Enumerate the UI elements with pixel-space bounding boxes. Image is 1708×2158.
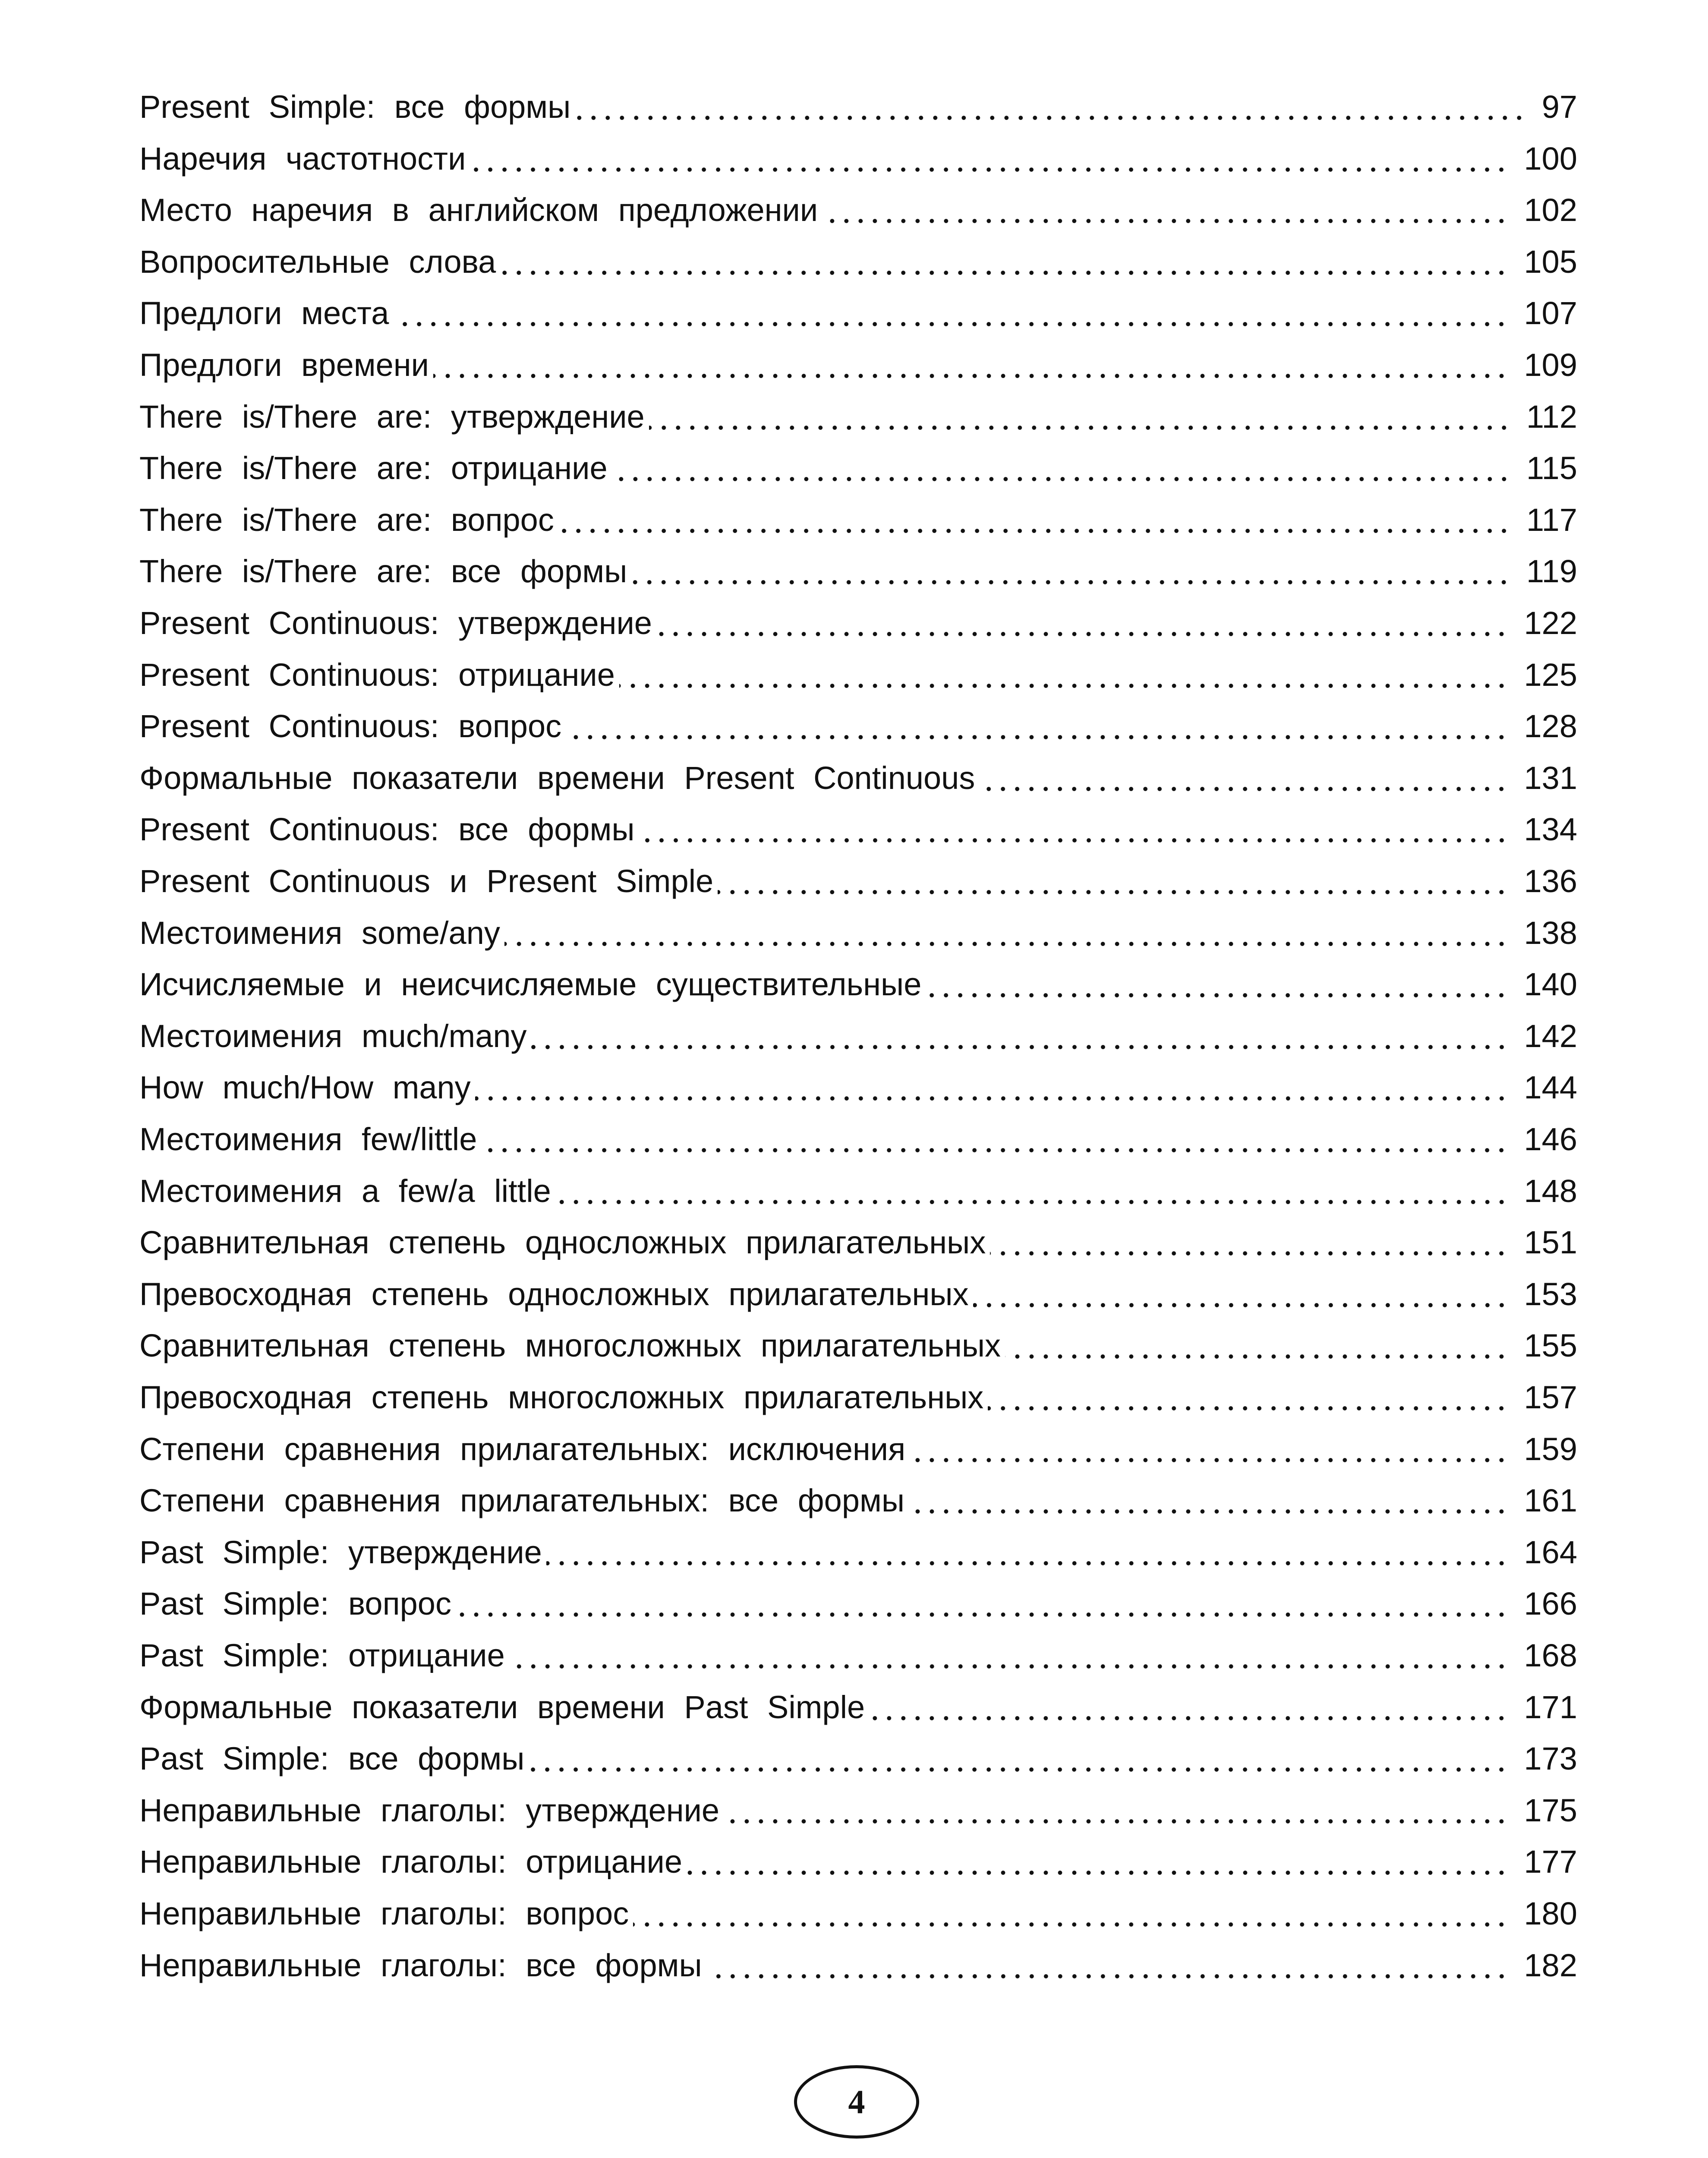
toc-entry-title: How much/How many xyxy=(139,1070,471,1105)
toc-entry[interactable] xyxy=(139,432,1577,484)
toc-entry-page: 153 xyxy=(1524,1276,1577,1312)
toc-dot-leader xyxy=(988,1406,1513,1411)
toc-entry[interactable] xyxy=(139,1930,1577,1981)
toc-entry[interactable] xyxy=(139,1362,1577,1413)
toc-entry-title: Место наречия в английском предложении xyxy=(139,192,818,228)
toc-dot-leader xyxy=(555,1199,1513,1205)
toc-dot-leader xyxy=(566,735,1513,740)
toc-entry[interactable] xyxy=(139,536,1577,587)
toc-entry-title: Present Continuous: вопрос xyxy=(139,708,562,744)
toc-entry[interactable] xyxy=(139,846,1577,897)
toc-entry-title: Формальные показатели времени Present Continuous xyxy=(139,760,975,796)
toc-entry-title: Неправильные глаголы: отрицание xyxy=(139,1844,683,1880)
toc-entry-page: 177 xyxy=(1524,1844,1577,1880)
toc-entry[interactable] xyxy=(139,949,1577,1000)
toc-entry-page: 182 xyxy=(1524,1947,1577,1983)
toc-dot-leader xyxy=(724,1819,1513,1824)
toc-entry-page: 148 xyxy=(1524,1173,1577,1209)
toc-dot-leader xyxy=(619,683,1513,688)
toc-dot-leader xyxy=(822,218,1513,224)
toc-dot-leader xyxy=(633,1922,1513,1927)
toc-entry-page: 146 xyxy=(1524,1121,1577,1157)
toc-dot-leader xyxy=(500,270,1513,275)
toc-entry[interactable] xyxy=(139,381,1577,433)
toc-entry[interactable] xyxy=(139,639,1577,691)
toc-entry-page: 136 xyxy=(1524,863,1577,899)
toc-entry-page: 138 xyxy=(1524,915,1577,951)
toc-dot-leader xyxy=(558,528,1515,533)
toc-entry-page: 125 xyxy=(1524,657,1577,693)
toc-entry[interactable] xyxy=(139,1620,1577,1672)
toc-entry[interactable] xyxy=(139,226,1577,278)
toc-entry-title: Past Simple: вопрос xyxy=(139,1586,451,1622)
toc-entry-title: There is/There are: отрицание xyxy=(139,450,608,486)
toc-entry[interactable] xyxy=(139,691,1577,742)
toc-entry[interactable] xyxy=(139,123,1577,175)
toc-entry-page: 164 xyxy=(1524,1534,1577,1570)
toc-entry-page: 166 xyxy=(1524,1586,1577,1622)
toc-entry-title: Степени сравнения прилагательных: все формы xyxy=(139,1483,905,1518)
toc-entry-title: Present Simple: все формы xyxy=(139,89,571,125)
toc-dot-leader xyxy=(1005,1354,1513,1359)
toc-entry[interactable] xyxy=(139,1878,1577,1930)
toc-entry-title: There is/There are: вопрос xyxy=(139,502,554,538)
page-number: 4 xyxy=(848,2083,865,2120)
toc-entry-title: Местоимения few/little xyxy=(139,1121,477,1157)
toc-entry-title: Наречия частотности xyxy=(139,141,466,177)
toc-dot-leader xyxy=(470,167,1513,172)
toc-entry[interactable] xyxy=(139,1000,1577,1052)
toc-entry-title: Местоимения much/many xyxy=(139,1018,527,1054)
toc-entry[interactable] xyxy=(139,1775,1577,1827)
toc-entry[interactable] xyxy=(139,1465,1577,1517)
toc-dot-leader xyxy=(575,115,1530,120)
toc-entry-page: 117 xyxy=(1526,502,1577,538)
toc-entry[interactable] xyxy=(139,1052,1577,1104)
toc-entry-page: 105 xyxy=(1524,244,1577,280)
toc-entry-title: Present Continuous: отрицание xyxy=(139,657,615,693)
toc-entry-page: 159 xyxy=(1524,1431,1577,1467)
toc-entry-title: Past Simple: утверждение xyxy=(139,1534,542,1570)
toc-dot-leader xyxy=(926,993,1513,998)
toc-entry[interactable] xyxy=(139,278,1577,329)
toc-entry-page: 161 xyxy=(1524,1483,1577,1518)
toc-entry[interactable] xyxy=(139,1517,1577,1568)
toc-dot-leader xyxy=(649,425,1515,430)
toc-entry-title: Неправильные глаголы: все формы xyxy=(139,1947,702,1983)
toc-entry[interactable] xyxy=(139,1413,1577,1465)
toc-entry-title: Present Continuous: все формы xyxy=(139,811,635,847)
toc-entry[interactable] xyxy=(139,1568,1577,1620)
toc-dot-leader xyxy=(612,476,1515,482)
toc-entry-title: Сравнительная степень односложных прилагательных xyxy=(139,1224,986,1260)
toc-entry-title: Present Continuous: утверждение xyxy=(139,605,652,641)
toc-entry[interactable] xyxy=(139,1259,1577,1310)
toc-entry-page: 109 xyxy=(1524,347,1577,383)
toc-dot-leader xyxy=(909,1509,1513,1514)
toc-entry-page: 173 xyxy=(1524,1741,1577,1776)
toc-dot-leader xyxy=(456,1612,1513,1617)
toc-entry[interactable] xyxy=(139,174,1577,226)
toc-dot-leader xyxy=(869,1716,1513,1721)
toc-entry[interactable] xyxy=(139,587,1577,639)
toc-entry-page: 97 xyxy=(1541,89,1577,125)
toc-entry-title: Предлоги времени xyxy=(139,347,429,383)
toc-dot-leader xyxy=(504,941,1513,946)
toc-entry-title: Вопросительные слова xyxy=(139,244,496,280)
toc-entry[interactable] xyxy=(139,1672,1577,1723)
toc-entry-page: 155 xyxy=(1524,1328,1577,1363)
toc-entry-title: Формальные показатели времени Past Simple xyxy=(139,1689,865,1725)
toc-entry[interactable] xyxy=(139,897,1577,949)
toc-entry-page: 112 xyxy=(1526,399,1577,435)
toc-entry-title: There is/There are: утверждение xyxy=(139,399,645,435)
toc-entry-title: Past Simple: все формы xyxy=(139,1741,525,1776)
toc-entry-page: 119 xyxy=(1526,553,1577,589)
toc-entry-title: Present Continuous и Present Simple xyxy=(139,863,714,899)
toc-entry[interactable] xyxy=(139,1826,1577,1878)
toc-entry-page: 102 xyxy=(1524,192,1577,228)
toc-entry-page: 128 xyxy=(1524,708,1577,744)
toc-entry-page: 157 xyxy=(1524,1379,1577,1415)
toc-dot-leader xyxy=(393,322,1513,327)
toc-entry-title: Степени сравнения прилагательных: исключения xyxy=(139,1431,906,1467)
toc-entry[interactable] xyxy=(139,1155,1577,1207)
toc-dot-leader xyxy=(990,1251,1513,1256)
toc-entry-page: 131 xyxy=(1524,760,1577,796)
toc-entry-title: Неправильные глаголы: вопрос xyxy=(139,1896,629,1931)
toc-dot-leader xyxy=(718,890,1513,895)
toc-dot-leader xyxy=(631,580,1515,585)
toc-entry-title: Местоимения a few/a little xyxy=(139,1173,551,1209)
toc-dot-leader xyxy=(687,1870,1513,1875)
toc-entry-title: Превосходная степень многосложных прилагательных xyxy=(139,1379,984,1415)
toc-entry-title: Превосходная степень односложных прилагательных xyxy=(139,1276,969,1312)
toc-dot-leader xyxy=(706,1974,1513,1979)
toc-entry-page: 171 xyxy=(1524,1689,1577,1725)
toc-entry-page: 168 xyxy=(1524,1637,1577,1673)
toc-entry[interactable] xyxy=(139,484,1577,536)
toc-entry[interactable] xyxy=(139,794,1577,846)
toc-entry-page: 140 xyxy=(1524,966,1577,1002)
toc-entry[interactable] xyxy=(139,1104,1577,1155)
toc-dot-leader xyxy=(475,1096,1513,1101)
toc-entry[interactable] xyxy=(139,742,1577,794)
toc-entry[interactable] xyxy=(139,1207,1577,1259)
toc-entry[interactable] xyxy=(139,1310,1577,1362)
toc-entry-page: 134 xyxy=(1524,811,1577,847)
toc-entry[interactable] xyxy=(139,329,1577,381)
toc-dot-leader xyxy=(531,1044,1513,1050)
page-number-badge xyxy=(794,2065,919,2139)
toc-dot-leader xyxy=(639,838,1513,843)
toc-dot-leader xyxy=(973,1303,1513,1308)
toc-entry-title: Past Simple: отрицание xyxy=(139,1637,505,1673)
toc-dot-leader xyxy=(433,373,1513,379)
toc-dot-leader xyxy=(529,1767,1513,1772)
toc-entry-page: 107 xyxy=(1524,295,1577,331)
toc-entry-page: 122 xyxy=(1524,605,1577,641)
toc-entry-page: 144 xyxy=(1524,1070,1577,1105)
toc-dot-leader xyxy=(481,1148,1513,1153)
toc-dot-leader xyxy=(910,1458,1513,1463)
toc-dot-leader xyxy=(656,631,1513,637)
toc-entry-title: Неправильные глаголы: утверждение xyxy=(139,1792,720,1828)
toc-entry-title: Сравнительная степень многосложных прилагательных xyxy=(139,1328,1001,1363)
toc-entry-page: 175 xyxy=(1524,1792,1577,1828)
toc-dot-leader xyxy=(979,786,1513,792)
toc-dot-leader xyxy=(509,1664,1513,1669)
toc-entry-page: 115 xyxy=(1526,450,1577,486)
toc-entry-page: 180 xyxy=(1524,1896,1577,1931)
toc-entry-title: Предлоги места xyxy=(139,295,389,331)
toc-entry-page: 100 xyxy=(1524,141,1577,177)
toc-entry-page: 151 xyxy=(1524,1224,1577,1260)
toc-entry-page: 142 xyxy=(1524,1018,1577,1054)
toc-entry[interactable] xyxy=(139,1723,1577,1775)
toc-entry-title: Исчисляемые и неисчисляемые существительные xyxy=(139,966,922,1002)
toc-entry-title: Местоимения some/any xyxy=(139,915,500,951)
toc-dot-leader xyxy=(546,1561,1513,1566)
toc-entry[interactable] xyxy=(139,71,1577,123)
toc-entry-title: There is/There are: все формы xyxy=(139,553,627,589)
